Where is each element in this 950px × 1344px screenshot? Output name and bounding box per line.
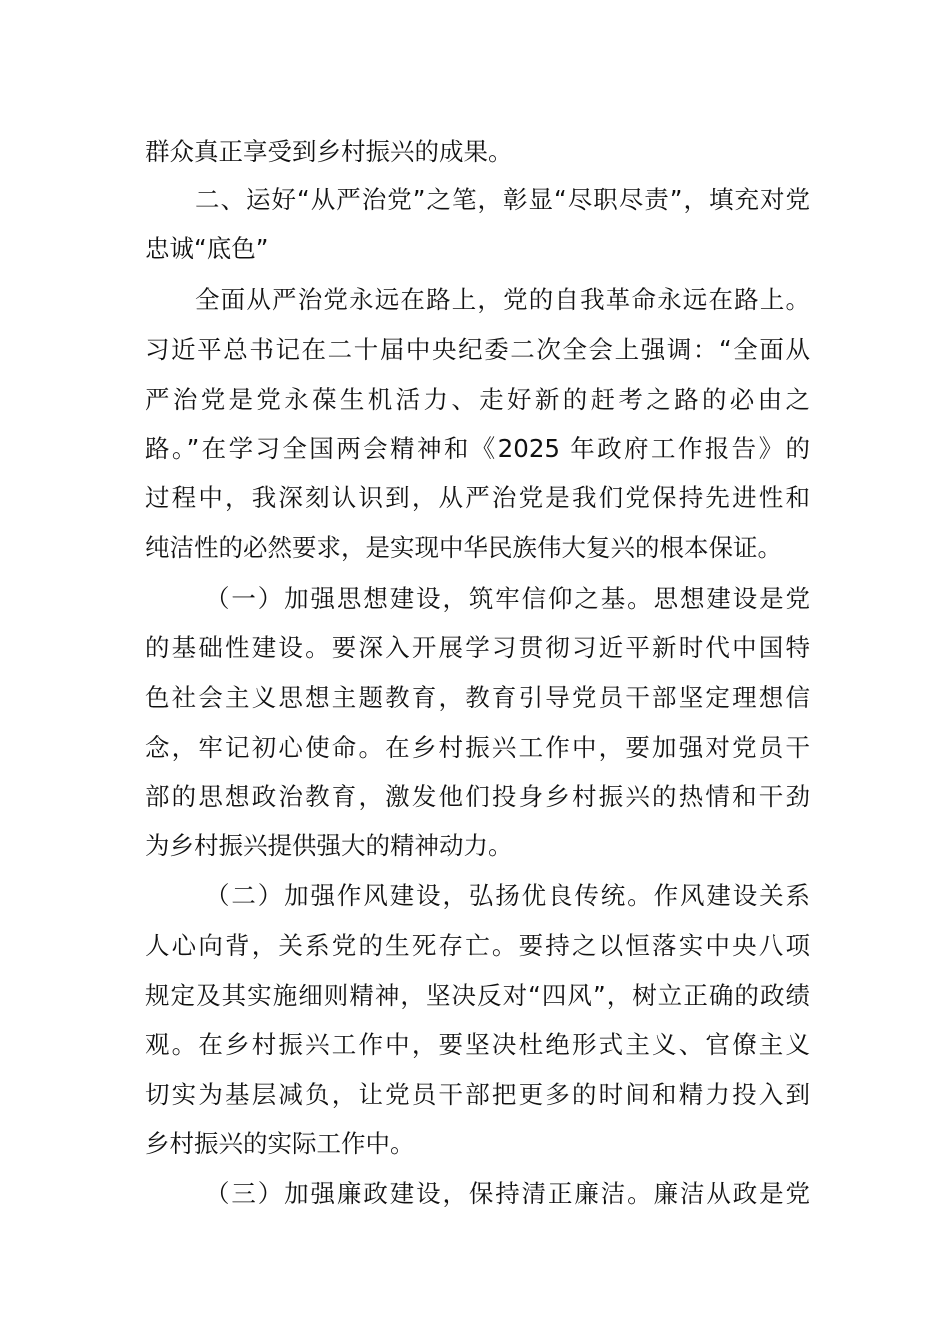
text-line: 念，牢记初心使命。在乡村振兴工作中，要加强对党员干 <box>145 733 810 762</box>
text-line: 群众真正享受到乡村振兴的成果。 <box>145 137 513 166</box>
text-line: 切实为基层减负，让党员干部把更多的时间和精力投入到 <box>145 1080 810 1109</box>
text-line: 人心向背，关系党的生死存亡。要持之以恒落实中央八项 <box>145 931 810 960</box>
text-line: 为乡村振兴提供强大的精神动力。 <box>145 831 513 860</box>
text-line: 严治党是党永葆生机活力、走好新的赶考之路的必由之 <box>145 385 810 414</box>
text-line: 规定及其实施细则精神，坚决反对“四风”，树立正确的政绩 <box>145 981 810 1010</box>
section-heading-line: 二、运好“从严治党”之笔，彰显“尽职尽责”，填充对党 <box>195 185 810 214</box>
text-line: 习近平总书记在二十届中央纪委二次全会上强调：“全面从 <box>145 335 810 364</box>
text-line: 的基础性建设。要深入开展学习贯彻习近平新时代中国特 <box>145 633 810 662</box>
text-line: 色社会主义思想主题教育，教育引导党员干部坚定理想信 <box>145 683 810 712</box>
text-line: 部的思想政治教育，激发他们投身乡村振兴的热情和干劲 <box>145 782 810 811</box>
text-line: 纯洁性的必然要求，是实现中华民族伟大复兴的根本保证。 <box>145 533 782 562</box>
text-line: 路。”在学习全国两会精神和《2025 年政府工作报告》的 <box>145 434 810 463</box>
section-heading-line: 忠诚“底色” <box>145 234 269 263</box>
subsection-line: （三）加强廉政建设，保持清正廉洁。廉洁从政是党 <box>205 1179 810 1208</box>
text-line: 过程中，我深刻认识到，从严治党是我们党保持先进性和 <box>145 483 810 512</box>
subsection-line: （二）加强作风建设，弘扬优良传统。作风建设关系 <box>205 881 810 910</box>
text-line: 乡村振兴的实际工作中。 <box>145 1129 415 1158</box>
subsection-line: （一）加强思想建设，筑牢信仰之基。思想建设是党 <box>205 584 810 613</box>
text-line: 全面从严治党永远在路上，党的自我革命永远在路上。 <box>195 285 810 314</box>
text-line: 观。在乡村振兴工作中，要坚决杜绝形式主义、官僚主义 <box>145 1030 810 1059</box>
